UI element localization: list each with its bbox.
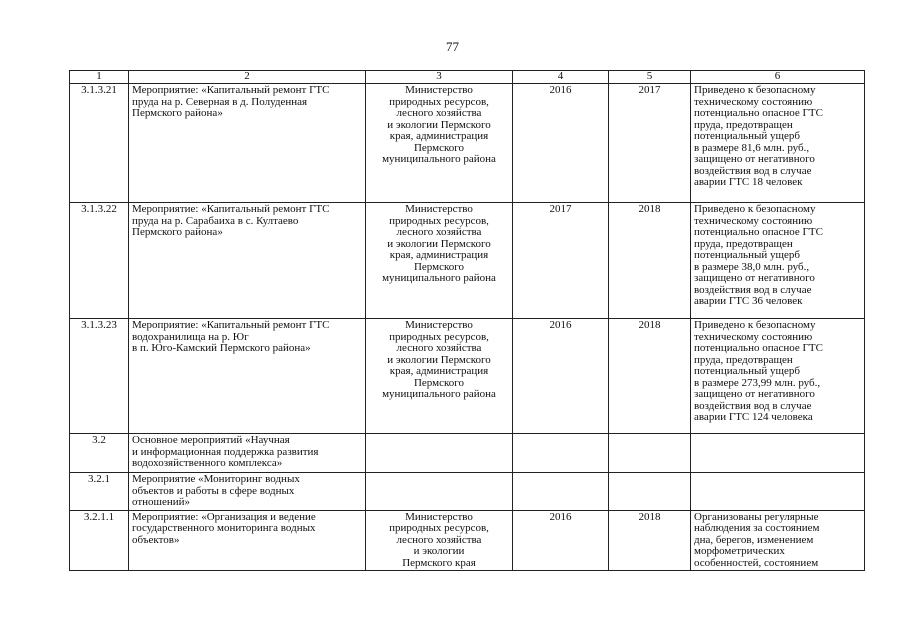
row-number: 3.2 — [70, 434, 129, 473]
start-year: 2017 — [513, 203, 609, 319]
executor: Министерство природных ресурсов, лесного хозяйства и экологии Пермского края, администрация Пермского муниципального района — [366, 84, 513, 203]
column-number-1: 1 — [70, 71, 129, 84]
expected-result: Приведено к безопасному техническому состоянию потенциально опасное ГТС пруда, предотвращен потенциальный ущерб в размере 81,6 млн. руб., защищено от негативного воздействия вод в случае аварии ГТС 18 человек — [691, 84, 865, 203]
row-number: 3.1.3.23 — [70, 319, 129, 434]
table-row — [70, 473, 865, 511]
start-year: 2016 — [513, 510, 609, 571]
table-row — [70, 84, 865, 203]
row-number: 3.2.1.1 — [70, 510, 129, 571]
column-number-5: 5 — [609, 71, 691, 84]
executor — [366, 434, 513, 473]
event-name: Мероприятие: «Капитальный ремонт ГТС пруда на р. Северная в д. Полуденная Пермского района» — [129, 84, 366, 203]
start-year — [513, 434, 609, 473]
row-number: 3.1.3.22 — [70, 203, 129, 319]
measures-table — [69, 70, 865, 571]
end-year: 2018 — [609, 319, 691, 434]
table-row — [70, 319, 865, 434]
column-number-3: 3 — [366, 71, 513, 84]
expected-result — [691, 473, 865, 511]
start-year: 2016 — [513, 84, 609, 203]
table-row — [70, 203, 865, 319]
expected-result — [691, 434, 865, 473]
expected-result: Организованы регулярные наблюдения за состоянием дна, берегов, изменением морфометрических особенностей, состоянием — [691, 510, 865, 571]
executor: Министерство природных ресурсов, лесного хозяйства и экологии Пермского края — [366, 510, 513, 571]
table-row — [70, 510, 865, 571]
executor — [366, 473, 513, 511]
end-year: 2017 — [609, 84, 691, 203]
column-number-row — [70, 71, 865, 84]
column-number-4: 4 — [513, 71, 609, 84]
executor: Министерство природных ресурсов, лесного хозяйства и экологии Пермского края, администрация Пермского муниципального района — [366, 203, 513, 319]
end-year — [609, 434, 691, 473]
start-year: 2016 — [513, 319, 609, 434]
end-year: 2018 — [609, 203, 691, 319]
event-name: Мероприятие: «Капитальный ремонт ГТС пруда на р. Сарабаиха в с. Култаево Пермского района» — [129, 203, 366, 319]
expected-result: Приведено к безопасному техническому состоянию потенциально опасное ГТС пруда, предотвращен потенциальный ущерб в размере 38,0 млн. руб., защищено от негативного воздействия вод в случае аварии ГТС 36 человек — [691, 203, 865, 319]
event-name: Мероприятие: «Организация и ведение государственного мониторинга водных объектов» — [129, 510, 366, 571]
expected-result: Приведено к безопасному техническому состоянию потенциально опасное ГТС пруда, предотвращен потенциальный ущерб в размере 273,99 млн. руб., защищено от негативного воздействия вод в случае аварии ГТС 124 человека — [691, 319, 865, 434]
table-row — [70, 434, 865, 473]
event-name: Основное мероприятий «Научная и информационная поддержка развития водохозяйственного комплекса» — [129, 434, 366, 473]
page-number: 77 — [446, 39, 459, 54]
executor: Министерство природных ресурсов, лесного хозяйства и экологии Пермского края, администрация Пермского муниципального района — [366, 319, 513, 434]
row-number: 3.2.1 — [70, 473, 129, 511]
start-year — [513, 473, 609, 511]
column-number-6: 6 — [691, 71, 865, 84]
event-name: Мероприятие «Мониторинг водных объектов и работы в сфере водных отношений» — [129, 473, 366, 511]
end-year: 2018 — [609, 510, 691, 571]
end-year — [609, 473, 691, 511]
column-number-2: 2 — [129, 71, 366, 84]
event-name: Мероприятие: «Капитальный ремонт ГТС водохранилища на р. Юг в п. Юго-Камский Пермского района» — [129, 319, 366, 434]
row-number: 3.1.3.21 — [70, 84, 129, 203]
